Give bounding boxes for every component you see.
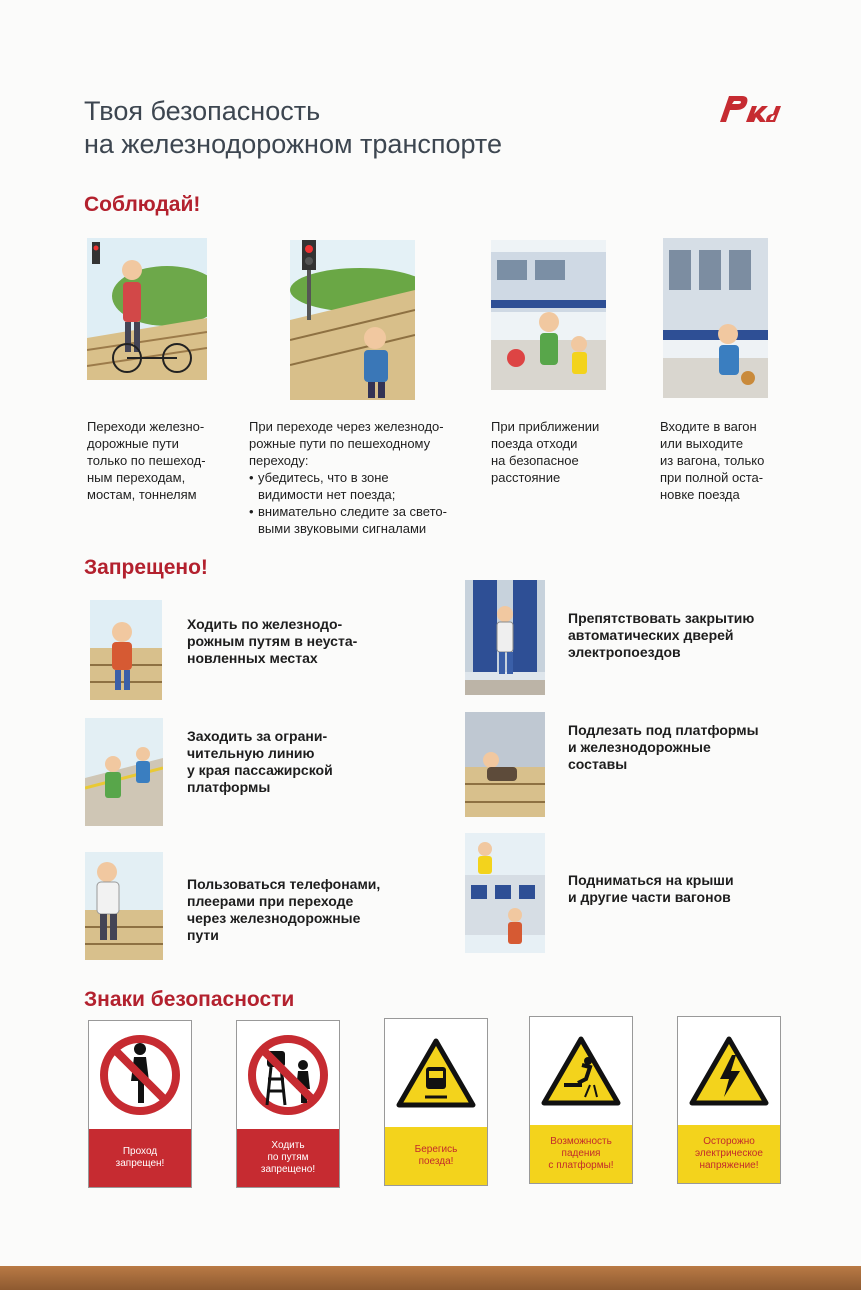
forbidden-text-2: Заходить за ограни- чительную линию у края пассажирской платформы bbox=[187, 728, 333, 795]
floor-background bbox=[0, 1266, 861, 1290]
section-heading-forbidden: Запрещено! bbox=[84, 556, 208, 579]
rzd-logo-icon bbox=[716, 92, 788, 126]
sign-label: Ходить по путям запрещено! bbox=[237, 1129, 339, 1187]
illustration-phone-on-tracks bbox=[85, 852, 163, 960]
sign-no-pedestrian bbox=[88, 1020, 192, 1188]
section-heading-signs: Знаки безопасности bbox=[84, 988, 295, 1011]
illustration-train-roof bbox=[465, 833, 545, 953]
sign-no-walking-on-tracks bbox=[236, 1020, 340, 1188]
forbidden-text-1: Ходить по железнодо- рожным путям в неуста- новленных местах bbox=[187, 616, 358, 666]
sign-label: Проход запрещен! bbox=[89, 1129, 191, 1187]
sign-platform-fall-hazard bbox=[529, 1016, 633, 1184]
caption-observe-2-bullets bbox=[249, 469, 479, 537]
no-pedestrian-icon bbox=[89, 1021, 191, 1129]
list-item: • убедитесь, что в зоне видимости нет поезда; bbox=[258, 469, 479, 503]
caption-observe-4: Входите в вагон или выходите из вагона, только при полной оста- новке поезда bbox=[660, 419, 765, 502]
caption-observe-2 bbox=[249, 418, 479, 537]
beware-train-icon bbox=[385, 1019, 487, 1127]
page-title bbox=[84, 95, 502, 161]
high-voltage-icon bbox=[678, 1017, 780, 1125]
sign-label: Осторожно электрическое напряжение! bbox=[678, 1125, 780, 1183]
forbidden-text-3: Пользоваться телефонами, плеерами при переходе через железнодорожные пути bbox=[187, 876, 381, 943]
illustration-train-doors bbox=[465, 580, 545, 695]
caption-observe-1: Переходи железно- дорожные пути только по пешеход- ным переходам, мостам, тоннелям bbox=[87, 419, 206, 502]
illustration-traffic-light bbox=[290, 240, 415, 400]
title-line-2: на железнодорожном транспорте bbox=[84, 129, 502, 159]
rzd-logo bbox=[716, 92, 788, 126]
forbidden-text-5: Подлезать под платформы и железнодорожные составы bbox=[568, 722, 759, 772]
sign-high-voltage bbox=[677, 1016, 781, 1184]
caption-observe-3: При приближении поезда отходи на безопасное расстояние bbox=[491, 419, 600, 485]
no-walking-on-tracks-icon bbox=[237, 1021, 339, 1129]
illustration-under-platform bbox=[465, 712, 545, 817]
sign-beware-train bbox=[384, 1018, 488, 1186]
platform-fall-hazard-icon bbox=[530, 1017, 632, 1125]
sign-label: Возможность падения с платформы! bbox=[530, 1125, 632, 1183]
title-line-1: Твоя безопасность bbox=[84, 96, 321, 126]
caption-observe-2-text: При переходе через железнодо- рожные пути по пешеходному переходу: bbox=[249, 419, 444, 468]
illustration-cyclist bbox=[87, 238, 207, 380]
forbidden-text-4: Препятствовать закрытию автоматических дверей электропоездов bbox=[568, 610, 755, 660]
illustration-train-stop bbox=[663, 238, 768, 398]
list-item: • внимательно следите за свето- выми звуковыми сигналами bbox=[258, 503, 479, 537]
illustration-children-platform bbox=[491, 240, 606, 390]
illustration-platform-edge bbox=[85, 718, 163, 826]
section-heading-observe: Соблюдай! bbox=[84, 193, 201, 216]
illustration-boy-on-tracks bbox=[90, 600, 162, 700]
forbidden-text-6: Подниматься на крыши и другие части вагонов bbox=[568, 872, 734, 905]
sign-label: Берегись поезда! bbox=[385, 1127, 487, 1185]
